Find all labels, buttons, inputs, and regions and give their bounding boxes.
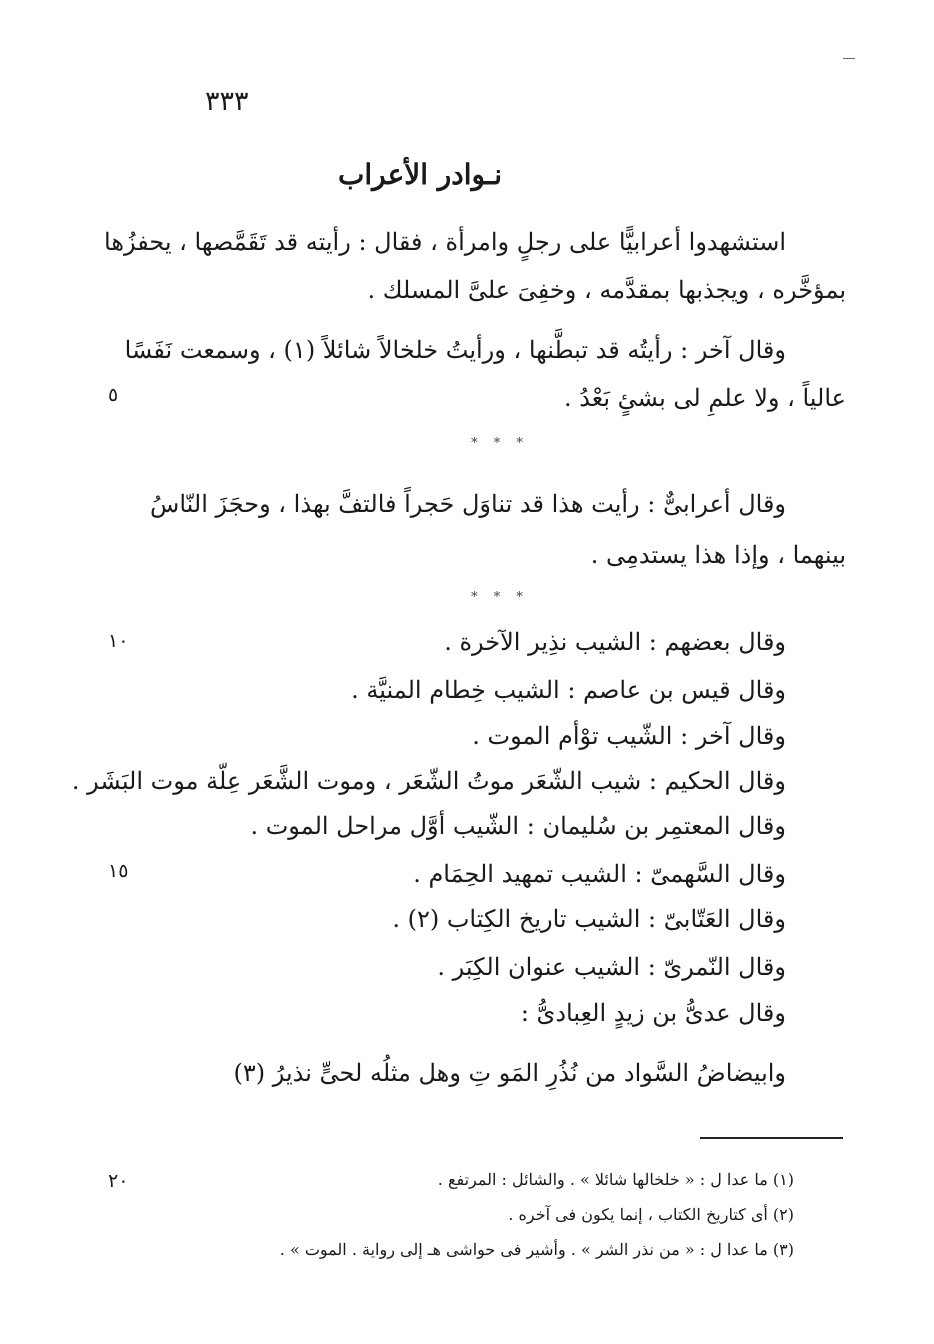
line-number: ١٠ bbox=[108, 630, 129, 652]
text-line: وقال الحكيم : شيب الشّعَر موتُ الشّعَر ، وموت الشَّعَر عِلّة موت البَشَر . bbox=[71, 767, 786, 795]
text-line: وقال آخر : الشّيب توْأم الموت . bbox=[472, 722, 786, 750]
text-line: وقال المعتمِر بن سُليمان : الشّيب أوَّل مراحل الموت . bbox=[250, 812, 786, 840]
footnote: (٢) أى كتاريخ الكتاب ، إنما يكون فى آخره . bbox=[508, 1205, 794, 1224]
section-separator: * * * bbox=[471, 590, 529, 605]
line-number: ١٥ bbox=[108, 860, 129, 882]
text-line: عالياً ، ولا علمِ لى بشئٍ بَعْدُ . bbox=[563, 384, 846, 412]
footnote: (١) ما عدا ل : « خلخالها شائلا » . والشائل : المرتفع . bbox=[437, 1170, 794, 1189]
text-line: وقال قيس بن عاصم : الشيب خِطام المنيَّة . bbox=[351, 676, 786, 704]
footnote-rule bbox=[700, 1137, 843, 1139]
text-line: وقال عدىُّ بن زيدٍ العِبادىُّ : bbox=[520, 999, 786, 1027]
stray-mark bbox=[843, 58, 855, 59]
text-line: وقال النّمرىّ : الشيب عنوان الكِبَر . bbox=[437, 953, 786, 981]
line-number: ٥ bbox=[108, 384, 119, 406]
text-line: بمؤخَّره ، ويجذبها بمقدَّمه ، وخفِىَ علىَّ المسلك . bbox=[367, 276, 846, 304]
text-line: وقال العَتّابىّ : الشيب تاريخ الكِتاب (٢) . bbox=[392, 905, 786, 933]
text-line: وقال السَّهمىّ : الشيب تمهيد الحِمَام . bbox=[413, 860, 786, 888]
section-separator: * * * bbox=[471, 436, 529, 451]
line-number: ٢٠ bbox=[108, 1170, 129, 1192]
text-line: وقال آخر : رأيتُه قد تبطَّنها ، ورأيتُ خلخالاً شائلاً (١) ، وسمعت نَفَسًا bbox=[124, 336, 786, 364]
text-line: وقال بعضهم : الشيب نذِير الآخرة . bbox=[444, 628, 786, 656]
poem-line: وابيضاضُ السَّواد من نُذُرِ المَو تِ وهل مثلُه لحىٍّ نذيرُ (٣) bbox=[233, 1059, 786, 1087]
text-line: وقال أعرابىٌّ : رأيت هذا قد تناوَل حَجراً فالتفَّ بهذا ، وحجَزَ النّاسُ bbox=[150, 490, 786, 518]
footnote: (٣) ما عدا ل : « من نذر الشر » . وأشير فى حواشى هـ إلى رواية . الموت » . bbox=[279, 1240, 794, 1259]
text-line: استشهدوا أعرابيًّا على رجلٍ وامرأة ، فقال : رأيته قد تَقَمَّصها ، يحفزُها bbox=[104, 228, 786, 256]
page-number: ٣٣٣ bbox=[205, 86, 249, 117]
page-title: نـوادر الأعراب bbox=[337, 158, 503, 191]
text-line: بينهما ، وإذا هذا يستدمِى . bbox=[590, 541, 846, 569]
